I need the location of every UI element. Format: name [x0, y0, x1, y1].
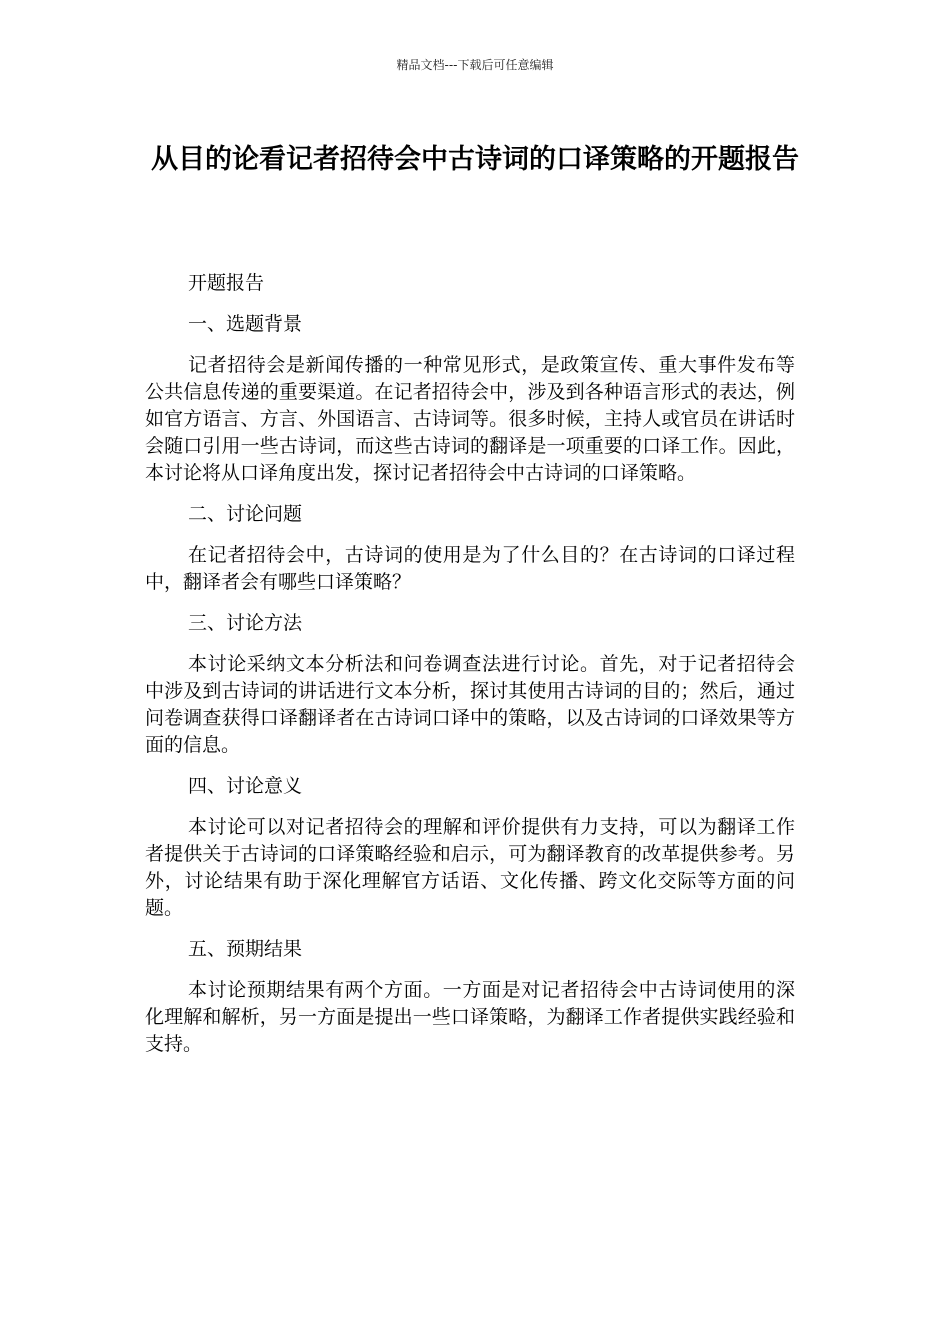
section-body-background: 记者招待会是新闻传播的一种常见形式，是政策宣传、重大事件发布等公共信息传递的重要渠道。在记者招待会中，涉及到各种语言形式的表达，例如官方语言、方言、外国语言、古诗词等。很多时候，主持人或官员在讲话时会随口引用一些古诗词，而这些古诗词的翻译是一项重要的口译工作。因此，本讨论将从口译角度出发，探讨记者招待会中古诗词的口译策略。	[145, 354, 795, 484]
section-heading-methods: 三、讨论方法	[188, 612, 303, 634]
header-note: 精品文档---下载后可任意编辑	[396, 58, 554, 72]
document-body	[145, 270, 795, 1072]
section-heading-background: 一、选题背景	[188, 313, 303, 335]
section-body-methods: 本讨论采纳文本分析法和问卷调查法进行讨论。首先，对于记者招待会中涉及到古诗词的讲话进行文本分析，探讨其使用古诗词的目的；然后，通过问卷调查获得口译翻译者在古诗词口译中的策略，以及古诗词的口译效果等方面的信息。	[145, 653, 795, 756]
section-body-significance: 本讨论可以对记者招待会的理解和评价提供有力支持，可以为翻译工作者提供关于古诗词的口译策略经验和启示，可为翻译教育的改革提供参考。另外，讨论结果有助于深化理解官方话语、文化传播、跨文化交际等方面的问题。	[145, 816, 795, 919]
section-heading-questions: 二、讨论问题	[188, 503, 303, 525]
section-heading-significance: 四、讨论意义	[188, 775, 303, 797]
report-label: 开题报告	[188, 272, 265, 294]
document-title: 从目的论看记者招待会中古诗词的口译策略的开题报告	[151, 144, 799, 175]
section-heading-expected-results: 五、预期结果	[188, 938, 303, 960]
section-body-questions: 在记者招待会中，古诗词的使用是为了什么目的？在古诗词的口译过程中，翻译者会有哪些口译策略？	[145, 544, 795, 593]
section-body-expected-results: 本讨论预期结果有两个方面。一方面是对记者招待会中古诗词使用的深化理解和解析，另一方面是提出一些口译策略，为翻译工作者提供实践经验和支持。	[145, 979, 795, 1055]
